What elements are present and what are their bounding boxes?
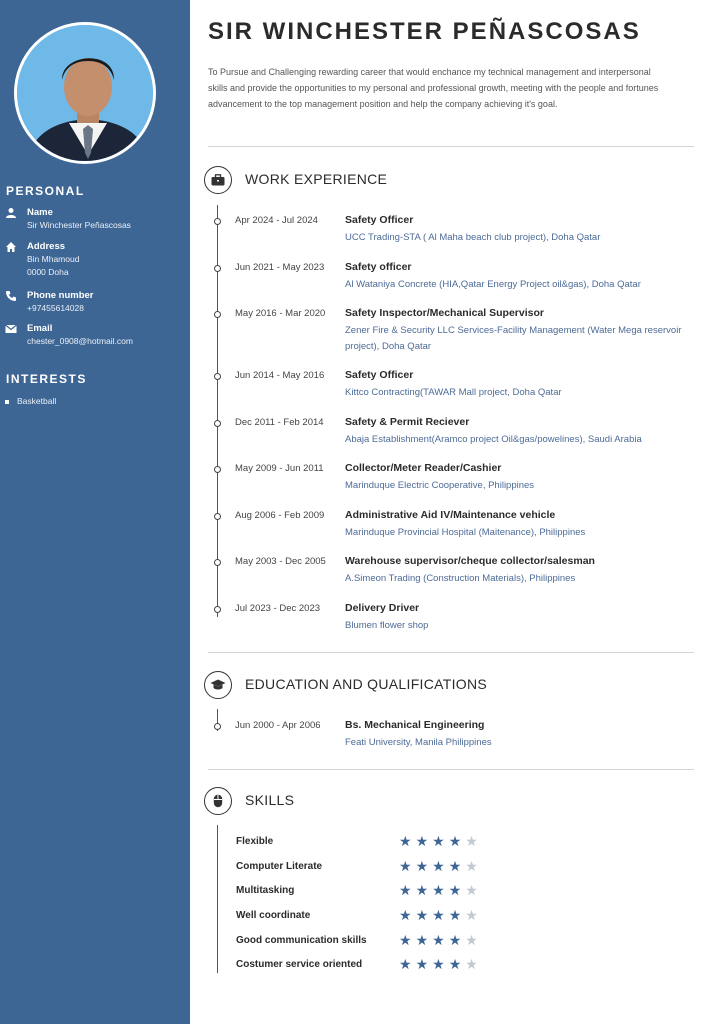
- entry-date: Jun 2000 - Apr 2006: [235, 720, 321, 731]
- interest-label: Basketball: [17, 396, 57, 406]
- entry-title: Safety & Permit Reciever: [345, 416, 470, 428]
- entry-date: Jun 2014 - May 2016: [235, 370, 325, 381]
- star-filled-icon: ★: [415, 883, 429, 899]
- personal-phone: [5, 289, 185, 315]
- skill-rating: [399, 833, 482, 851]
- address-line-1: Bin Mhamoud: [27, 254, 80, 264]
- star-filled-icon: ★: [399, 957, 412, 973]
- entry-date: May 2009 - Jun 2011: [235, 463, 324, 474]
- star-filled-icon: ★: [415, 834, 429, 850]
- interest-item: [5, 395, 185, 408]
- skill-item: [236, 834, 556, 850]
- page-title: SIR WINCHESTER PEÑASCOSAS: [208, 18, 641, 45]
- skill-item: [236, 957, 556, 973]
- star-filled-icon: ★: [415, 933, 429, 949]
- star-filled-icon: ★: [399, 933, 412, 949]
- star-filled-icon: ★: [448, 859, 462, 875]
- entry-organization: UCC Trading-STA ( Al Maha beach club project), Doha Qatar: [345, 232, 601, 243]
- entry-date: Jul 2023 - Dec 2023: [235, 603, 321, 614]
- work-experience-heading: WORK EXPERIENCE: [245, 171, 388, 187]
- star-filled-icon: ★: [432, 957, 445, 973]
- entry-organization: Zener Fire & Security LLC Services-Facility Management (Water Mega reservoir project), Doha Qatar: [345, 325, 682, 352]
- timeline-dot: [214, 218, 221, 225]
- main-content: [190, 0, 726, 1024]
- personal-address: [5, 240, 185, 279]
- email-label: Email: [27, 323, 53, 334]
- mail-icon: [5, 323, 17, 335]
- skill-item: [236, 933, 556, 949]
- bullet-icon: [5, 400, 9, 404]
- skill-name: Good communication skills: [236, 935, 367, 946]
- star-filled-icon: ★: [432, 834, 445, 850]
- personal-heading: PERSONAL: [6, 184, 85, 198]
- email-value: chester_0908@hotmail.com: [27, 336, 133, 346]
- star-filled-icon: ★: [432, 933, 445, 949]
- star-filled-icon: ★: [448, 957, 462, 973]
- education-heading: EDUCATION AND QUALIFICATIONS: [245, 676, 488, 692]
- entry-organization: Kittco Contracting(TAWAR Mall project, Doha Qatar: [345, 387, 562, 398]
- star-filled-icon: ★: [448, 933, 462, 949]
- entry-date: Jun 2021 - May 2023: [235, 262, 325, 273]
- timeline-dot: [214, 265, 221, 272]
- timeline-dot: [214, 420, 221, 427]
- star-filled-icon: ★: [399, 834, 412, 850]
- personal-email: [5, 322, 185, 348]
- user-icon: [5, 207, 17, 219]
- entry-organization: A.Simeon Trading (Construction Materials), Philippines: [345, 573, 576, 584]
- entry-organization: Marinduque Electric Cooperative, Philippines: [345, 480, 535, 491]
- skill-rating: [399, 956, 482, 974]
- entry-date: May 2016 - Mar 2020: [235, 308, 326, 319]
- objective-text: To Pursue and Challenging rewarding career that would enchance my technical management and interpersonal skills and provide the opportunities to my personal and professional growth, meeting with the people and fortunes advancement to the top management position and help the company achieving it's goal.: [208, 67, 659, 109]
- skill-item: [236, 883, 556, 899]
- skill-name: Flexible: [236, 836, 274, 847]
- skill-name: Computer Literate: [236, 861, 323, 872]
- name-value: Sir Winchester Peñascosas: [27, 220, 131, 230]
- entry-title: Safety Officer: [345, 214, 414, 226]
- graduation-cap-icon: [204, 671, 232, 699]
- skill-rating: [399, 907, 482, 925]
- star-filled-icon: ★: [432, 908, 445, 924]
- skills-heading: SKILLS: [245, 792, 295, 808]
- skill-item: [236, 859, 556, 875]
- entry-title: Safety officer: [345, 261, 412, 273]
- star-filled-icon: ★: [448, 908, 462, 924]
- star-filled-icon: ★: [448, 883, 462, 899]
- entry-organization: Blumen flower shop: [345, 620, 429, 631]
- star-filled-icon: ★: [399, 908, 412, 924]
- entry-title: Safety Officer: [345, 369, 414, 381]
- star-empty-icon: ★: [465, 859, 478, 875]
- timeline-dot: [214, 466, 221, 473]
- entry-date: Apr 2024 - Jul 2024: [235, 215, 318, 226]
- phone-icon: [5, 290, 17, 302]
- star-filled-icon: ★: [432, 883, 445, 899]
- skill-rating: [399, 932, 482, 950]
- star-empty-icon: ★: [465, 834, 478, 850]
- entry-title: Bs. Mechanical Engineering: [345, 719, 485, 731]
- home-icon: [5, 241, 17, 253]
- star-filled-icon: ★: [415, 859, 429, 875]
- entry-organization: Abaja Establishment(Aramco project Oil&gas/powelines), Saudi Arabia: [345, 434, 642, 445]
- star-filled-icon: ★: [399, 883, 412, 899]
- briefcase-icon: [204, 166, 232, 194]
- phone-label: Phone number: [27, 290, 94, 301]
- interests-heading: INTERESTS: [6, 372, 87, 386]
- entry-title: Delivery Driver: [345, 602, 420, 614]
- personal-name: [5, 206, 185, 232]
- skill-name: Well coordinate: [236, 910, 311, 921]
- timeline-dot: [214, 513, 221, 520]
- entry-title: Safety Inspector/Mechanical Supervisor: [345, 307, 544, 319]
- entry-organization: Al Wataniya Concrete (HIA,Qatar Energy Project oil&gas), Doha Qatar: [345, 279, 641, 290]
- profile-photo: [14, 22, 156, 164]
- star-filled-icon: ★: [415, 908, 429, 924]
- sidebar: [0, 0, 190, 1024]
- entry-title: Administrative Aid IV/Maintenance vehicle: [345, 509, 556, 521]
- entry-date: Aug 2006 - Feb 2009: [235, 510, 325, 521]
- divider: [208, 652, 694, 653]
- divider: [208, 146, 694, 147]
- entry-date: Dec 2011 - Feb 2014: [235, 417, 324, 428]
- address-label: Address: [27, 241, 66, 252]
- star-filled-icon: ★: [399, 859, 412, 875]
- entry-organization: Marinduque Provincial Hospital (Maitenance), Philippines: [345, 527, 586, 538]
- name-label: Name: [27, 207, 53, 218]
- timeline-dot: [214, 373, 221, 380]
- skill-name: Multitasking: [236, 885, 295, 896]
- skill-rating: [399, 882, 482, 900]
- skill-name: Costumer service oriented: [236, 959, 363, 970]
- star-empty-icon: ★: [465, 957, 478, 973]
- timeline-dot: [214, 559, 221, 566]
- skill-rating: [399, 858, 482, 876]
- entry-date: May 2003 - Dec 2005: [235, 556, 326, 567]
- entry-title: Collector/Meter Reader/Cashier: [345, 462, 502, 474]
- phone-value: +97455614028: [27, 303, 84, 313]
- divider: [208, 769, 694, 770]
- star-filled-icon: ★: [432, 859, 445, 875]
- entry-title: Warehouse supervisor/cheque collector/salesman: [345, 555, 595, 567]
- address-line-2: 0000 Doha: [27, 267, 69, 277]
- star-empty-icon: ★: [465, 933, 478, 949]
- star-filled-icon: ★: [448, 834, 462, 850]
- timeline-dot: [214, 606, 221, 613]
- skill-item: [236, 908, 556, 924]
- timeline-dot: [214, 723, 221, 730]
- timeline-dot: [214, 311, 221, 318]
- entry-organization: Feati University, Manila Philippines: [345, 737, 492, 748]
- skills-timeline: [217, 825, 218, 973]
- mouse-icon: [204, 787, 232, 815]
- star-empty-icon: ★: [465, 908, 478, 924]
- star-filled-icon: ★: [415, 957, 429, 973]
- star-empty-icon: ★: [465, 883, 478, 899]
